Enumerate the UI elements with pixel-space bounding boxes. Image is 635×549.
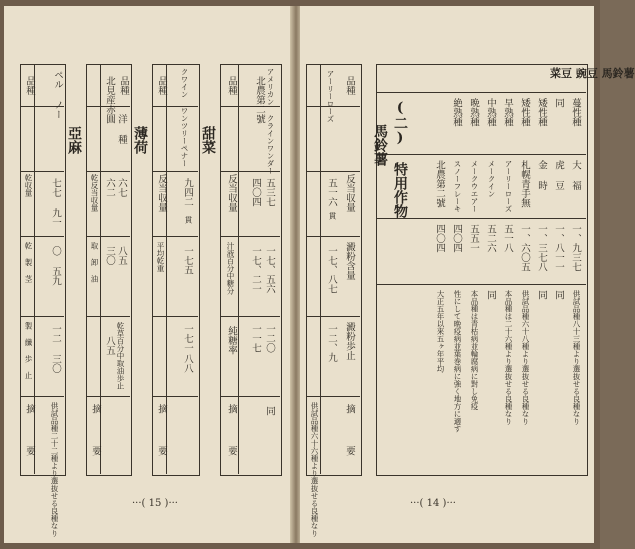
bean-row-0-c1: 蔓性種 — [570, 98, 581, 127]
amana-note2: 要 — [226, 446, 237, 456]
bean-row-5-c4: 同 — [485, 290, 496, 300]
yo-name-label: 品種 — [118, 76, 129, 95]
potato-remark: 供試品種六十六種より選抜せる良種なり — [310, 402, 319, 537]
bean-row-8-c3: 四〇四 — [434, 224, 445, 253]
yo-c3b: 六二 — [104, 178, 115, 197]
bean-row-7-c3: 四〇四 — [451, 224, 462, 253]
bean-row-4-c4: 本品種は二十六種より選抜せる良種なり — [504, 290, 513, 425]
bean-row-2-c2: 金 時 — [536, 160, 547, 190]
bean-row-1-c4: 同 — [553, 290, 564, 300]
yo-c2: 乾反当収量 — [90, 174, 99, 212]
hakka-note: 摘 — [156, 404, 167, 414]
hakka-v3: 一七一 — [182, 324, 193, 353]
bean-row-5-c2: メークイン — [487, 160, 496, 198]
bean-row-6-c2: メークウエアー — [470, 160, 479, 213]
amana-row: 北農第二號 — [254, 76, 265, 124]
bean-row-1-c3: 一、八一一 — [553, 224, 564, 272]
hakka-attr1: 品種 — [156, 76, 167, 95]
bean-row-2-c4: 同 — [536, 290, 547, 300]
bean-row-5-c1: 中熟種 — [485, 98, 496, 127]
ama-note: 摘 — [24, 404, 35, 414]
yo-c4: 八五 — [116, 246, 127, 265]
bean-row-3-c2: 札幌青手無 — [519, 160, 530, 208]
amana-v6: 一一七 — [250, 324, 261, 353]
bean-row-3-c3: 一、六〇五 — [519, 224, 530, 272]
potato-v2: 一七、八七 — [326, 246, 337, 294]
bean-row-3-c4: 供試品種六十八種より選抜せる良種なり — [521, 290, 530, 425]
amana-v5: 一二〇 — [264, 324, 275, 353]
sub-heading: 馬鈴薯 — [372, 124, 388, 166]
bean-row-0-c4: 供試品種八十三種より選抜せる良種なり — [572, 290, 581, 425]
hakka-title: 薄荷 — [132, 126, 148, 154]
hakka-v2: 一七五 — [182, 246, 193, 275]
ama-name: ペル ノー — [52, 70, 63, 119]
ama-attr2: 乾収量 — [24, 174, 33, 197]
page-number-right: ···( 14 )··· — [410, 498, 456, 509]
bean-row-1-c2: 虎 豆 — [553, 160, 564, 190]
bean-row-7-c4: 性にして晩疫病並葉巻病に強く地方に適す — [453, 290, 462, 433]
hakka-oil: 平均乾重 — [156, 242, 165, 272]
yo-note: 摘 — [90, 404, 101, 414]
amana-v1: 五三七 — [264, 178, 275, 207]
ama-stems: 乾 製 茎 — [24, 242, 33, 283]
page-number-left: ···( 15 )··· — [132, 498, 178, 509]
potato-v1b: 貫 — [328, 212, 337, 220]
bean-row-3-c1: 矮性種 — [519, 98, 530, 127]
bean-row-2-c1: 矮性種 — [536, 98, 547, 127]
bean-row-0-c2: 大 福 — [570, 160, 581, 190]
amana-v4: 一七、二一 — [250, 246, 261, 294]
bean-row-6-c1: 晩熟種 — [468, 98, 479, 127]
amana-sugar: 汁液百分中糖分 — [226, 242, 235, 295]
bean-row-6-c4: 本品種は青枯病並輪腐病に對し免疫 — [470, 290, 479, 410]
bean-row-2-c3: 一、三七八 — [536, 224, 547, 272]
potato-attr1: 品種 — [344, 76, 355, 95]
amana-attr2: 反当収量 — [226, 174, 237, 212]
yo-v1: 八五 — [104, 336, 115, 355]
ama-v2: 〇 五九 — [50, 246, 61, 286]
yo-r1: 洋 種 — [116, 114, 127, 144]
ama-fiber: 製 纖 歩 止 — [24, 322, 33, 379]
bean-row-4-c1: 早熟種 — [502, 98, 513, 127]
hakka-v1b: 貫 — [184, 216, 193, 224]
bean-row-4-c3: 五一八 — [502, 224, 513, 253]
section-heading: (二) 特用作物 — [392, 100, 408, 218]
bean-row-5-c3: 五二六 — [485, 224, 496, 253]
right-page — [300, 6, 635, 543]
hakka-note2: 要 — [156, 446, 167, 456]
potato-v1: 五一六 — [326, 178, 337, 207]
potato-v3: 一二、九 — [326, 324, 337, 362]
ama-pct: 一二 三〇 — [50, 324, 61, 373]
ama-attr1: 品種 — [24, 76, 35, 95]
potato-name: アーリーローズ — [326, 70, 335, 123]
yo-r2: 北見産赤圓 — [104, 76, 115, 124]
amana-name: アメリカン クラインワンダー — [266, 68, 275, 175]
yo-oilval: 乾草百分中取油歩止 — [116, 322, 125, 390]
amana-attr1: 品種 — [226, 76, 237, 95]
potato-attr2: 反当収量 — [344, 174, 355, 212]
bean-row-4-c2: アーリーローズ — [504, 160, 513, 213]
bean-row-0-c3: 一、九三七 — [570, 224, 581, 272]
bean-row-8-c2: 北農第二號 — [434, 160, 445, 208]
bean-header: 菜豆 豌豆 馬鈴薯 — [550, 67, 635, 80]
hakka-attr2: 反当収量 — [156, 174, 167, 212]
bean-row-8-c4: 大正五年以來五ヶ年平均 — [436, 290, 445, 373]
left-page — [4, 6, 293, 543]
amana-v2: 四〇四 — [250, 178, 261, 207]
bean-row-7-c1: 絶熟種 — [451, 98, 462, 127]
bean-row-1-c1: 同 — [553, 98, 564, 108]
bean-row-7-c2: スノーフレーキ — [453, 160, 462, 213]
amana-purity: 純糖率 — [226, 326, 237, 355]
amana-v3: 一七、五六 — [264, 246, 275, 294]
ama-vals: 七七 九一 — [50, 178, 61, 227]
potato-note: 摘 — [344, 404, 355, 414]
amana-dou: 同 — [264, 406, 275, 416]
ama-title: 亞麻 — [66, 126, 82, 154]
hakka-name: クワイン ワンツリーペナー — [180, 68, 189, 167]
yo-oil: 取 卸 油 — [90, 242, 99, 283]
potato-note2: 要 — [344, 446, 355, 456]
bean-row-6-c3: 五五一 — [468, 224, 479, 253]
hakka-v4: 八八 — [182, 354, 193, 373]
amana-note: 摘 — [226, 404, 237, 414]
ama-note2: 要 — [24, 446, 35, 456]
amana-title: 甜菜 — [200, 126, 216, 154]
yo-c4b: 三〇 — [104, 246, 115, 265]
potato-attr4: 澱粉歩止 — [344, 322, 355, 360]
ama-remark: 供試品種二十二種より選抜せる良種なり — [50, 402, 59, 537]
hakka-v1: 九四二 — [182, 178, 193, 207]
yo-note2: 要 — [90, 446, 101, 456]
yo-c3: 六七 — [116, 178, 127, 197]
potato-attr3: 澱粉含量 — [344, 242, 355, 280]
